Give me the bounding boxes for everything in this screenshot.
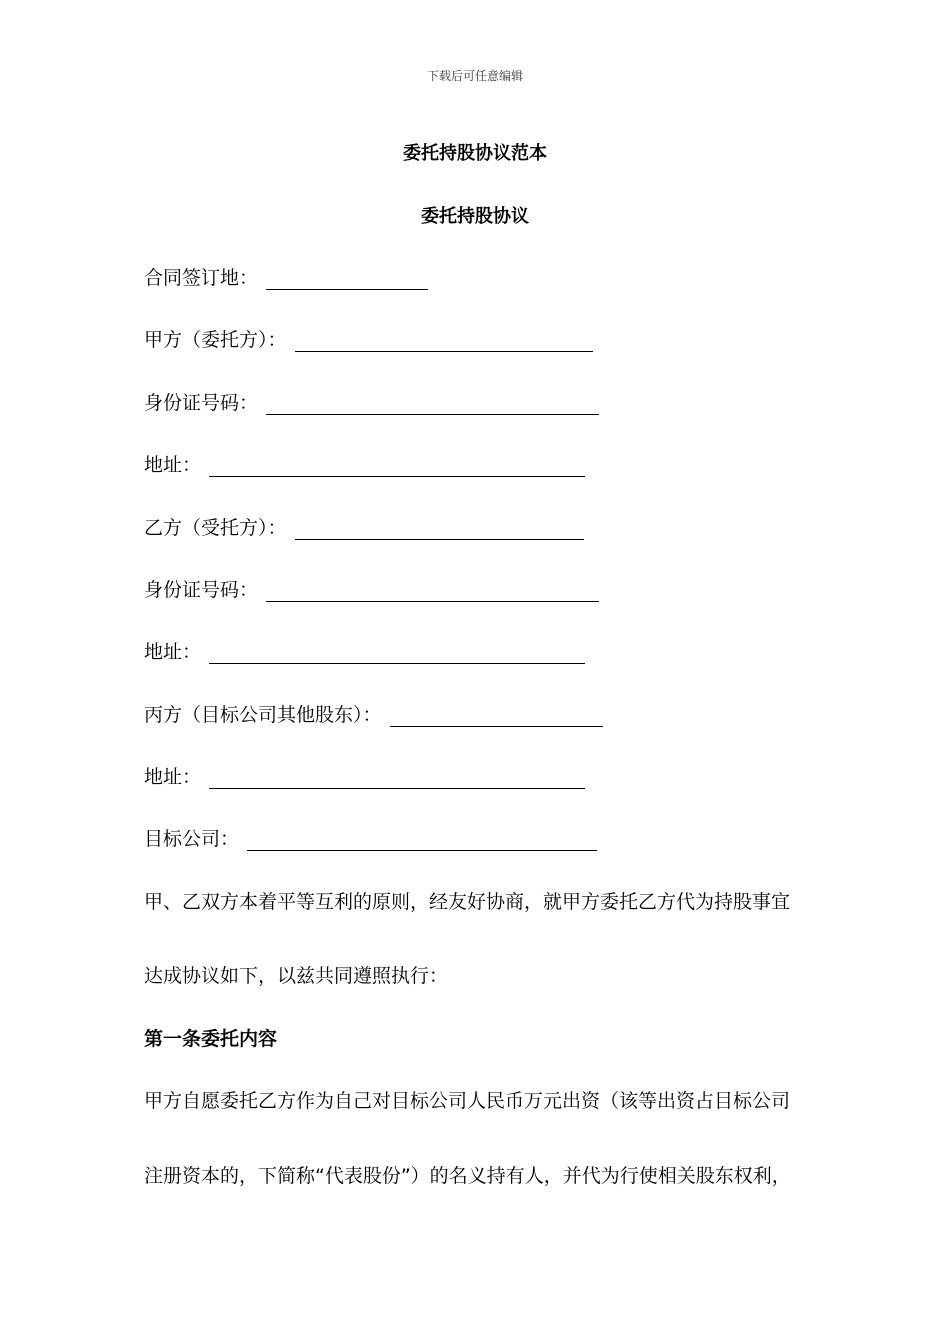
blank-line[interactable]	[295, 333, 593, 352]
field-label: 地址：	[144, 766, 202, 788]
field-party-a	[144, 325, 593, 352]
field-party-b	[144, 513, 584, 540]
document-title: 委托持股协议范本	[403, 143, 547, 164]
field-label: 身份证号码：	[144, 392, 259, 414]
field-party-a-id	[144, 388, 599, 415]
blank-line[interactable]	[266, 271, 428, 290]
field-label: 目标公司：	[144, 828, 240, 850]
field-party-a-address	[144, 450, 585, 477]
field-label: 地址：	[144, 454, 202, 476]
field-party-b-id	[144, 575, 599, 602]
intro-line-2: 达成协议如下，以兹共同遵照执行：	[144, 965, 449, 987]
blank-line[interactable]	[390, 708, 603, 727]
field-party-c	[144, 700, 603, 727]
field-label: 丙方（目标公司其他股东）：	[144, 704, 382, 726]
field-label: 合同签订地：	[144, 267, 259, 289]
blank-line[interactable]	[209, 458, 585, 477]
field-label: 甲方（委托方）：	[144, 329, 287, 351]
section-line-2: 注册资本的，下简称“代表股份”）的名义持有人，并代为行使相关股东权利，	[144, 1165, 791, 1187]
blank-line[interactable]	[266, 396, 599, 415]
field-party-b-address	[144, 637, 585, 664]
blank-line[interactable]	[209, 770, 585, 789]
field-signing-place	[144, 263, 428, 290]
intro-line-1: 甲、乙双方本着平等互利的原则，经友好协商，就甲方委托乙方代为持股事宜	[144, 891, 791, 913]
page-header: 下载后可任意编辑	[426, 69, 523, 83]
field-label: 身份证号码：	[144, 579, 259, 601]
field-target-company	[144, 824, 597, 851]
section-heading: 第一条委托内容	[144, 1028, 278, 1050]
field-party-c-address	[144, 762, 585, 789]
blank-line[interactable]	[266, 583, 599, 602]
field-label: 乙方（受托方）：	[144, 517, 287, 539]
document-subtitle: 委托持股协议	[421, 206, 529, 227]
blank-line[interactable]	[295, 521, 584, 540]
blank-line[interactable]	[209, 645, 585, 664]
field-label: 地址：	[144, 641, 202, 663]
blank-line[interactable]	[247, 832, 597, 851]
section-line-1: 甲方自愿委托乙方作为自己对目标公司人民币万元出资（该等出资占目标公司	[144, 1090, 791, 1112]
